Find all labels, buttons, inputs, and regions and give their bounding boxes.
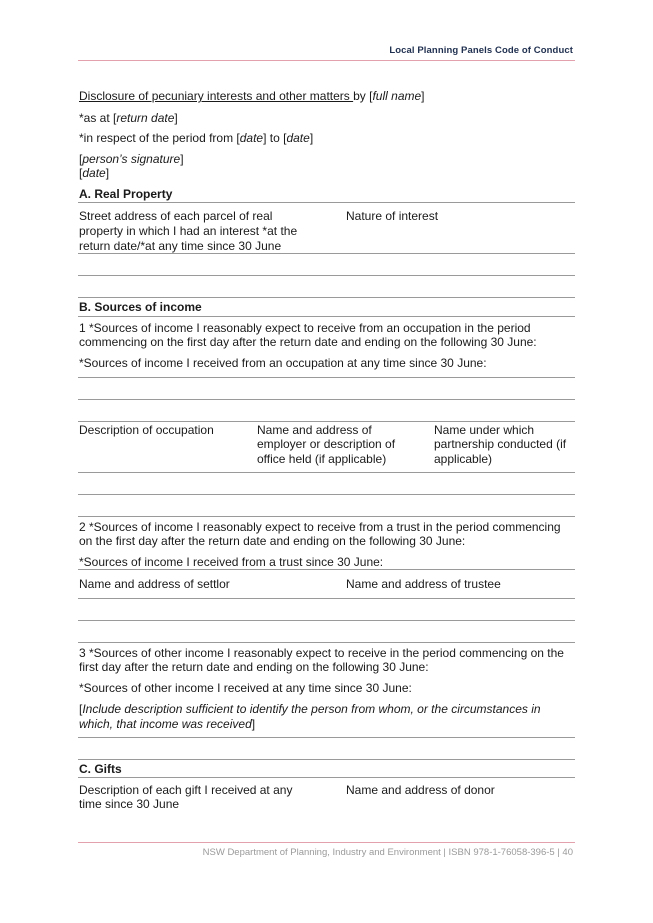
bracket-close: ]	[251, 717, 256, 731]
divider	[78, 399, 575, 400]
gifts-col1-line1: Description of each gift I received at any	[79, 783, 293, 797]
date-line	[79, 166, 109, 180]
divider	[78, 737, 575, 738]
date-from-placeholder: date	[239, 131, 264, 145]
trustee-header: Name and address of trustee	[346, 577, 501, 591]
as-at-label: *as at [	[79, 111, 117, 125]
disclosure-by: by [	[353, 89, 373, 103]
divider	[78, 569, 575, 570]
divider	[78, 494, 575, 495]
date-placeholder: date	[82, 166, 106, 180]
section-a-heading: A. Real Property	[79, 187, 173, 201]
signature-line	[79, 152, 184, 166]
real-property-col1-line2: property in which I had an interest *at the	[79, 224, 298, 238]
divider	[78, 620, 575, 621]
income-trust-line1: 2 *Sources of income I reasonably expect to receive from a trust in the period commencing	[79, 520, 561, 534]
income-note-line2	[79, 717, 255, 731]
section-b-heading: B. Sources of income	[79, 300, 202, 314]
divider	[78, 316, 575, 317]
income-occupation-line3: *Sources of income I received from an occupation at any time since 30 June:	[79, 356, 487, 370]
disclosure-title: Disclosure of pecuniary interests and other matters	[79, 89, 354, 103]
running-footer: NSW Department of Planning, Industry and Environment | ISBN 978-1-76058-396-5 | 40	[202, 847, 573, 858]
income-other-line3: *Sources of other income I received at any time since 30 June:	[79, 681, 412, 695]
bracket-close: ]	[105, 166, 110, 180]
bracket-open: [	[79, 702, 83, 716]
divider	[78, 253, 575, 254]
divider	[78, 516, 575, 517]
section-c-heading: C. Gifts	[79, 762, 122, 776]
divider	[78, 598, 575, 599]
occupation-col3-line2: partnership conducted (if	[434, 437, 567, 451]
bracket-close: ]	[421, 89, 425, 103]
occupation-col3-line1: Name under which	[434, 423, 535, 437]
bracket-open: [	[79, 166, 83, 180]
income-other-line2: first day after the return date and ending on the following 30 June:	[79, 660, 429, 674]
return-date-placeholder: return date	[116, 111, 175, 125]
occupation-col2-line3: office held (if applicable)	[257, 452, 387, 466]
divider	[78, 777, 575, 778]
real-property-col1-line3: return date/*at any time since 30 June	[79, 239, 282, 253]
as-at-line	[79, 111, 178, 125]
period-line	[79, 131, 313, 145]
income-other-line1: 3 *Sources of other income I reasonably expect to receive in the period commencing on the	[79, 646, 564, 660]
income-occupation-line2: commencing on the first day after the return date and ending on the following 30 June:	[79, 335, 537, 349]
divider	[78, 421, 575, 422]
income-note-text2: which, that income was received	[79, 717, 252, 731]
divider	[78, 202, 575, 203]
income-note-line1	[79, 702, 541, 716]
period-label: *in respect of the period from [	[79, 131, 240, 145]
divider	[78, 377, 575, 378]
nature-of-interest-header: Nature of interest	[346, 209, 439, 223]
divider	[78, 275, 575, 276]
settlor-header: Name and address of settlor	[79, 577, 230, 591]
footer-rule	[78, 842, 575, 843]
disclosure-title-line	[79, 89, 425, 103]
divider	[78, 759, 575, 760]
date-to-placeholder: date	[286, 131, 310, 145]
income-note-text1: Include description sufficient to identify the person from whom, or the circumstances in	[82, 702, 541, 716]
signature-placeholder: person’s signature	[82, 152, 181, 166]
real-property-col1-line1: Street address of each parcel of real	[79, 209, 273, 223]
occupation-col1-header: Description of occupation	[79, 423, 214, 437]
bracket-close: ]	[180, 152, 184, 166]
bracket-close: ]	[174, 111, 178, 125]
income-occupation-line1: 1 *Sources of income I reasonably expect to receive from an occupation in the period	[79, 321, 531, 335]
header-rule	[78, 60, 575, 61]
divider	[78, 642, 575, 643]
full-name-placeholder: full name	[372, 89, 422, 103]
income-trust-line3: *Sources of income I received from a trust since 30 June:	[79, 555, 384, 569]
divider	[78, 297, 575, 298]
period-to: ] to [	[263, 131, 287, 145]
occupation-col3-line3: applicable)	[434, 452, 493, 466]
donor-header: Name and address of donor	[346, 783, 495, 797]
bracket-open: [	[79, 152, 83, 166]
occupation-col2-line2: employer or description of	[257, 437, 396, 451]
income-trust-line2: on the first day after the return date and ending on the following 30 June:	[79, 534, 466, 548]
occupation-col2-line1: Name and address of	[257, 423, 372, 437]
running-header-title: Local Planning Panels Code of Conduct	[389, 45, 573, 56]
gifts-col1-line2: time since 30 June	[79, 797, 180, 811]
bracket-close: ]	[309, 131, 314, 145]
divider	[78, 472, 575, 473]
